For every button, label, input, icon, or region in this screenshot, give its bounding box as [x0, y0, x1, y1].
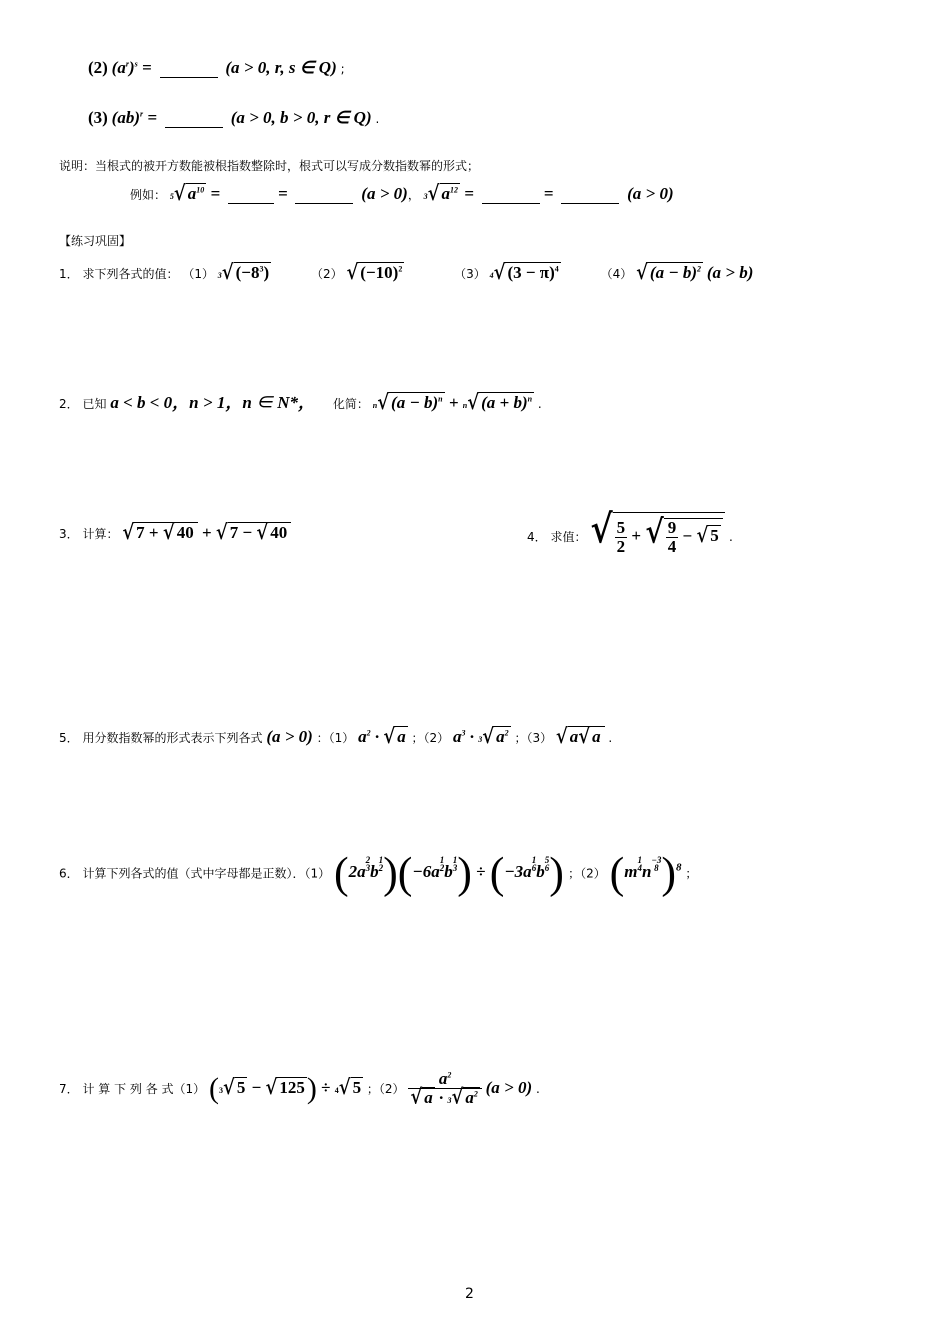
example-line: 例如： 5√ $a^{10}$ = = (a > 0)， 3√ $a^{12}$ = = (a > 0) [130, 181, 674, 206]
condition: (a > 0) [627, 184, 674, 203]
sub-label: ：（1） [316, 731, 355, 745]
punctuation: . [375, 112, 380, 126]
sub-label: （3） [454, 267, 486, 281]
problem-text: 计算下列各式的值（式中字母都是正数）．（1） [82, 866, 331, 881]
example-label: 例如： [130, 188, 167, 202]
expr-cuberoot-neg8: 3√ $(-8^3)$ [217, 260, 270, 285]
problem-number: 2． [59, 397, 79, 411]
problem-number: 5． [59, 731, 79, 745]
formula-power-of-power: $(a^r)^s$ = [111, 58, 152, 77]
problem-number: 7． [59, 1081, 79, 1096]
problem-text: 用分数指数幂的形式表示下列各式 [82, 731, 263, 745]
punctuation: ; [340, 62, 345, 76]
problem-number: 3． [59, 527, 79, 541]
radical-a10: 5√ $a^{10}$ = [169, 181, 221, 206]
property-line-3 [88, 108, 379, 128]
item-label: (2) [88, 58, 108, 77]
problem-3 [59, 522, 291, 543]
answer-blank[interactable] [228, 187, 274, 204]
sub-label: （4） [600, 267, 633, 281]
condition: (a > 0) [485, 1077, 533, 1097]
condition: (a > 0, r, s ∈ Q) [225, 58, 337, 77]
problem-text: 计算： [82, 527, 119, 541]
sub-label: （1） [182, 267, 214, 281]
condition: (a > 0, b > 0, r ∈ Q) [230, 108, 372, 127]
problem-number: 4． [527, 530, 547, 544]
condition: (a > 0) [266, 727, 313, 746]
expr-m-n-power-8: (m 1 4 n −3 8 )$^8$ [609, 849, 682, 898]
problem-6: 6． 计算下列各式的值（式中字母都是正数）．（1） (2a 2 3 b 1 2 )(−6a 1 2 b 1 3 ) ÷ (−3a 1 6 b 5 6 ) ；（2） (m 1 4 n −3 8 )$^8$ ； [59, 849, 698, 898]
expr-nested-sqrt: √ 7 + √ 40 + √ 7 − √ 40 [122, 523, 291, 542]
answer-blank[interactable] [482, 187, 540, 204]
expr-fraction-a2-over-roots: $\frac{a^2}{√ a \cdot 3√ a^2}$ [408, 1078, 481, 1097]
problem-text: 求值： [550, 530, 587, 544]
page-number: 2 [465, 1286, 474, 1302]
section-title: 【练习巩固】 [59, 234, 132, 248]
answer-blank[interactable] [160, 61, 218, 78]
problem-number: 6． [59, 866, 79, 881]
sub-label: ；（2） [411, 731, 450, 745]
expr-fractional-exponents-product: (2a 2 3 b 1 2 )(−6a 1 2 b 1 3 ) ÷ (−3a 1 6 b 5 6 ) [333, 849, 564, 898]
problem-text: 求下列各式的值： [82, 267, 179, 281]
condition: (a > 0) [361, 184, 408, 203]
problem-7: 7． 计 算 下 列 各 式（1） (3√ 5 − √ 125) ÷ 4√ 5 ；（2） $\frac{a^2}{√ a \cdot 3√ a^2}$ (a > 0) . [59, 1069, 540, 1110]
expr-4throot-3-pi: 4√ $(3 - \pi)^4$ [489, 260, 559, 285]
note-text: 说明：当根式的被开方数能被根指数整除时，根式可以写成分数指数幂的形式； [59, 159, 480, 173]
expr-sqrt-neg10: √ $(-10)^2$ [346, 260, 403, 285]
simplify-label: 化简： [332, 397, 369, 411]
problem-text: 计 算 下 列 各 式（1） [82, 1081, 206, 1096]
sub-label: ；（3） [514, 731, 553, 745]
answer-blank[interactable] [295, 187, 353, 204]
item-label: (3) [88, 108, 108, 127]
sub-label: （2） [310, 267, 343, 281]
answer-blank[interactable] [561, 187, 619, 204]
expr-a2-sqrt-a: $a^2$ · √ a [358, 724, 406, 749]
expr-a3-cuberoot-a2: $a^3 \cdot 3√$ $a^2$ [453, 724, 509, 749]
condition: (a > b) [706, 263, 754, 282]
radical-a12: 3√ $a^{12}$ = [423, 181, 474, 206]
sub-label: ；（2） [568, 866, 606, 881]
expr-nested-frac-sqrt: √ $\frac{5}{2}$ + √ $\frac{9}{4}$ − √ 5 [590, 526, 729, 545]
expr-root-difference: (3√ 5 − √ 125) ÷ 4√ 5 [209, 1071, 362, 1105]
condition: a < b < 0，n > 1，n ∈ N*， [110, 393, 316, 412]
problem-5: 5． 用分数指数幂的形式表示下列各式 (a > 0) ：（1） $a^2$ · √ a ；（2） $a^3 \cdot 3√$ $a^2$ ；（3） √ a√ a . [59, 724, 613, 749]
expr-sqrt-a-minus-b: √ $(a - b)^2$ [636, 260, 702, 285]
expr-sqrt-a-sqrt-a: √ a√ a [556, 727, 605, 746]
problem-4: 4． 求值： √ $\frac{5}{2}$ + √ $\frac{9}{4}$ − √ 5 . [527, 507, 733, 556]
sub-label: ；（2） [366, 1081, 405, 1096]
answer-blank[interactable] [165, 111, 223, 128]
problem-1 [59, 262, 753, 283]
property-line-2 [88, 58, 345, 78]
problem-text: 已知 [82, 397, 107, 411]
problem-number: 1． [59, 267, 79, 281]
expr-nthroot-sum: n√ $(a - b)^n + n√$ $(a + b)^n$ [372, 390, 533, 415]
problem-2: 2． 已知 a < b < 0，n > 1，n ∈ N*， 化简： n√ $(a - b)^n + n√$ $(a + b)^n$ . [59, 390, 542, 415]
formula-power-of-product: (ab)$^r$ = [111, 108, 158, 127]
